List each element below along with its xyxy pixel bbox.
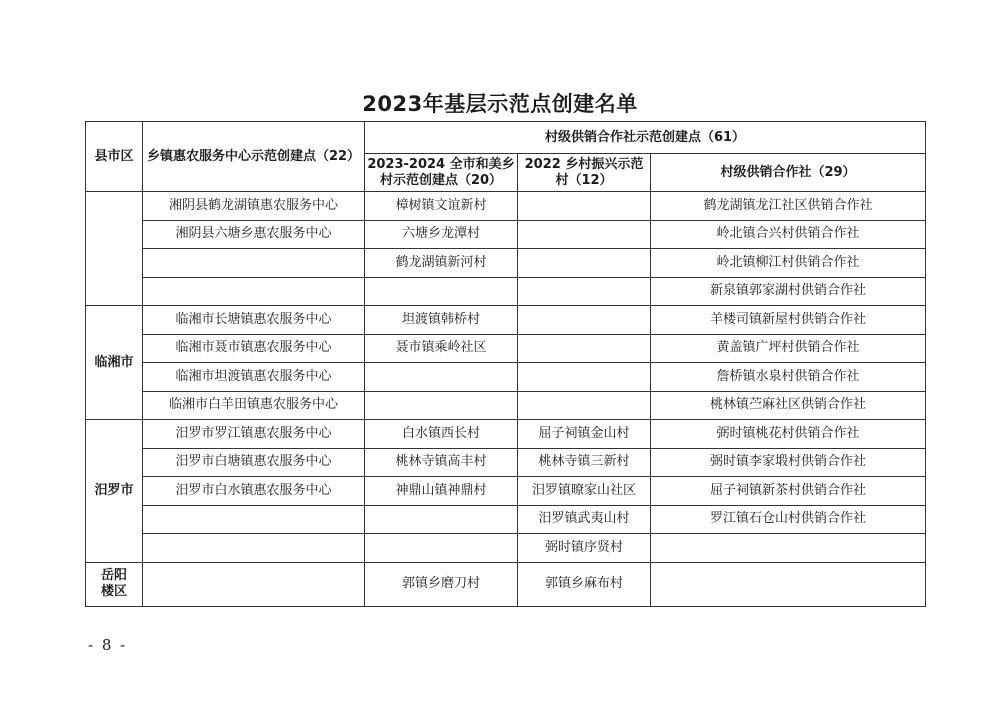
table-row <box>86 420 926 449</box>
table-row <box>86 220 926 249</box>
coop-cell: 鹤龙湖镇龙江社区供销合作社 <box>651 192 926 221</box>
demo-site-table <box>85 121 926 607</box>
page-title: 2023年基层示范点创建名单 <box>362 92 638 116</box>
revival-village-cell <box>518 306 651 335</box>
center-cell: 临湘市白羊田镇惠农服务中心 <box>143 391 365 420</box>
center-cell <box>143 505 365 534</box>
revival-village-cell: 弼时镇序贤村 <box>518 534 651 563</box>
revival-village-cell <box>518 363 651 392</box>
center-cell: 临湘市坦渡镇惠农服务中心 <box>143 363 365 392</box>
county-cell: 岳阳楼区 <box>86 562 143 606</box>
revival-village-cell <box>518 334 651 363</box>
center-cell: 湘阴县鹤龙湖镇惠农服务中心 <box>143 192 365 221</box>
header-row-1 <box>86 122 926 154</box>
model-village-cell <box>365 363 518 392</box>
table-row <box>86 391 926 420</box>
center-cell: 湘阴县六塘乡惠农服务中心 <box>143 220 365 249</box>
header-coop: 村级供销合作社（29） <box>651 154 926 192</box>
model-village-cell: 神鼎山镇神鼎村 <box>365 477 518 506</box>
header-county: 县市区 <box>86 122 143 192</box>
center-cell <box>143 277 365 306</box>
coop-cell: 弼时镇桃花村供销合作社 <box>651 420 926 449</box>
revival-village-cell <box>518 277 651 306</box>
revival-village-cell: 桃林寺镇三新村 <box>518 448 651 477</box>
model-village-cell <box>365 277 518 306</box>
revival-village-cell <box>518 192 651 221</box>
table-row <box>86 306 926 335</box>
coop-cell: 弼时镇李家塅村供销合作社 <box>651 448 926 477</box>
coop-cell: 新泉镇郭家湖村供销合作社 <box>651 277 926 306</box>
coop-cell: 羊楼司镇新屋村供销合作社 <box>651 306 926 335</box>
table-row <box>86 363 926 392</box>
center-cell <box>143 562 365 606</box>
coop-cell <box>651 562 926 606</box>
revival-village-cell: 郭镇乡麻布村 <box>518 562 651 606</box>
model-village-cell: 六塘乡龙潭村 <box>365 220 518 249</box>
center-cell <box>143 534 365 563</box>
model-village-cell: 郭镇乡磨刀村 <box>365 562 518 606</box>
table-row <box>86 448 926 477</box>
coop-cell: 岭北镇柳江村供销合作社 <box>651 249 926 278</box>
revival-village-cell: 汨罗镇暸家山社区 <box>518 477 651 506</box>
coop-cell: 詹桥镇水泉村供销合作社 <box>651 363 926 392</box>
model-village-cell <box>365 505 518 534</box>
coop-cell: 岭北镇合兴村供销合作社 <box>651 220 926 249</box>
table-row <box>86 562 926 606</box>
model-village-cell <box>365 391 518 420</box>
revival-village-cell: 汨罗镇武夷山村 <box>518 505 651 534</box>
revival-village-cell <box>518 391 651 420</box>
model-village-cell: 桃林寺镇高丰村 <box>365 448 518 477</box>
coop-cell: 桃林镇苎麻社区供销合作社 <box>651 391 926 420</box>
header-model-village: 2023-2024 全市和美乡村示范创建点（20） <box>365 154 518 192</box>
coop-cell <box>651 534 926 563</box>
coop-cell: 黄盖镇广坪村供销合作社 <box>651 334 926 363</box>
header-village-group: 村级供销合作社示范创建点（61） <box>365 122 926 154</box>
center-cell: 汨罗市白水镇惠农服务中心 <box>143 477 365 506</box>
table-row <box>86 477 926 506</box>
header-revival-village: 2022 乡村振兴示范村（12） <box>518 154 651 192</box>
revival-village-cell <box>518 249 651 278</box>
center-cell <box>143 249 365 278</box>
table-row <box>86 277 926 306</box>
table-row <box>86 505 926 534</box>
model-village-cell: 白水镇西长村 <box>365 420 518 449</box>
header-center: 乡镇惠农服务中心示范创建点（22） <box>143 122 365 192</box>
model-village-cell: 聂市镇乘岭社区 <box>365 334 518 363</box>
table-row <box>86 249 926 278</box>
table-row <box>86 534 926 563</box>
revival-village-cell <box>518 220 651 249</box>
county-cell <box>86 192 143 306</box>
page-number: - 8 - <box>88 636 128 654</box>
center-cell: 临湘市聂市镇惠农服务中心 <box>143 334 365 363</box>
model-village-cell: 坦渡镇韩桥村 <box>365 306 518 335</box>
model-village-cell: 鹤龙湖镇新河村 <box>365 249 518 278</box>
table-row <box>86 192 926 221</box>
center-cell: 临湘市长塘镇惠农服务中心 <box>143 306 365 335</box>
revival-village-cell: 屈子祠镇金山村 <box>518 420 651 449</box>
county-cell: 临湘市 <box>86 306 143 420</box>
coop-cell: 罗江镇石仓山村供销合作社 <box>651 505 926 534</box>
coop-cell: 屈子祠镇新茶村供销合作社 <box>651 477 926 506</box>
model-village-cell <box>365 534 518 563</box>
center-cell: 汨罗市罗江镇惠农服务中心 <box>143 420 365 449</box>
table-row <box>86 334 926 363</box>
center-cell: 汨罗市白塘镇惠农服务中心 <box>143 448 365 477</box>
model-village-cell: 樟树镇文谊新村 <box>365 192 518 221</box>
county-cell: 汨罗市 <box>86 420 143 563</box>
